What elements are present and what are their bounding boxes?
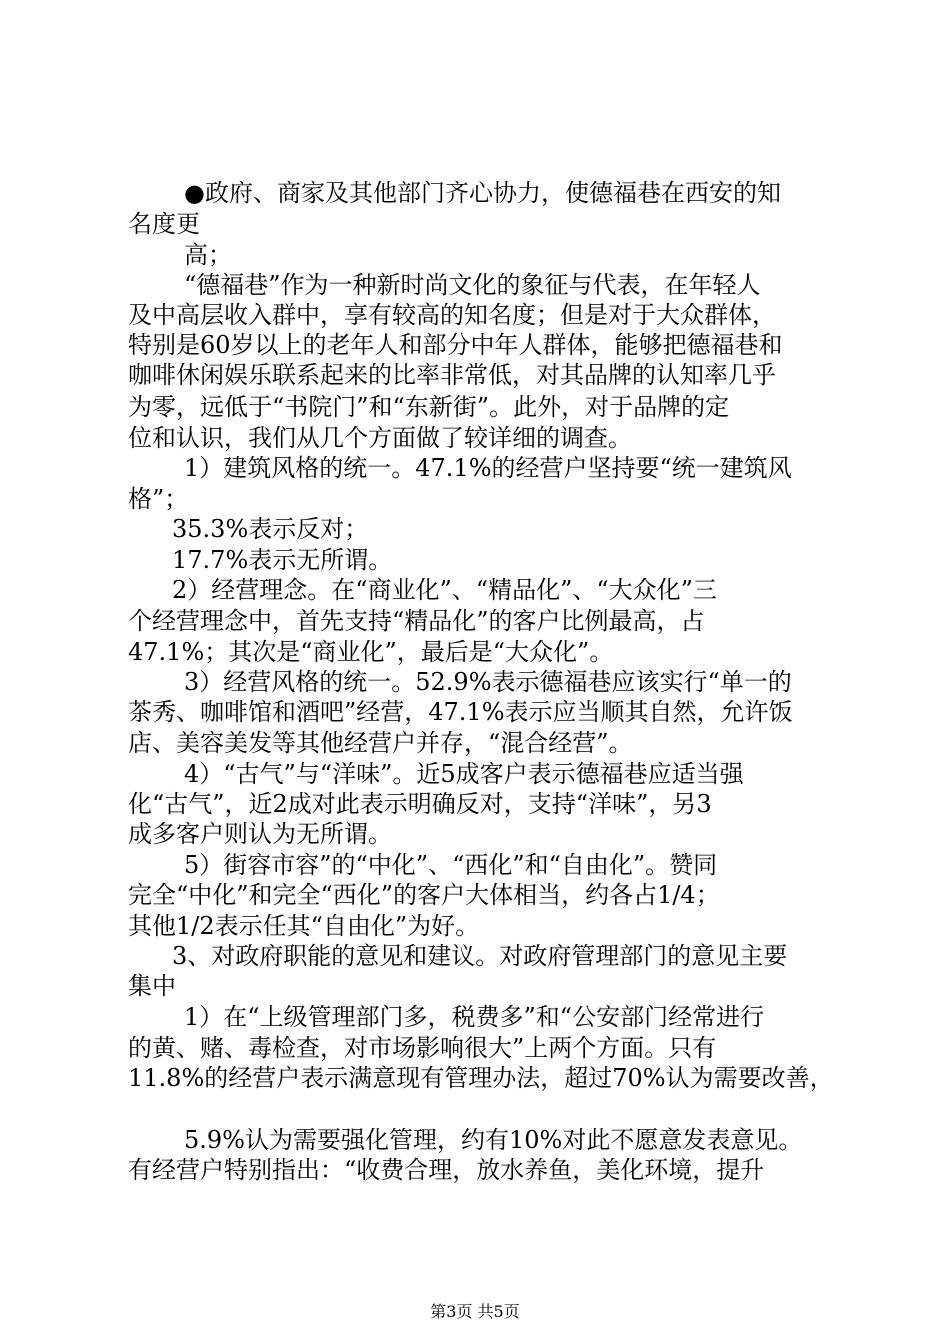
text-line: 35.3%表示反对；: [172, 515, 369, 543]
text-line: 的黄、赌、毒检查，对市场影响很大”上两个方面。只有: [128, 1034, 717, 1062]
text-line: 格”；: [128, 485, 189, 513]
text-line: 47.1%；其次是“商业化”，最后是“大众化”。: [128, 638, 614, 666]
text-line: 位和认识，我们从几个方面做了较详细的调查。: [128, 424, 632, 452]
text-line: 有经营户特别指出：“收费合理，放水养鱼，美化环境，提升: [128, 1156, 765, 1184]
text-line: 4）“古气”与“洋味”。近5成客户表示德福巷应适当强: [184, 760, 744, 788]
text-line: 特别是60岁以上的老年人和部分中年人群体，能够把德福巷和: [128, 331, 783, 359]
text-line: 3）经营风格的统一。52.9%表示德福巷应该实行“单一的: [184, 668, 792, 696]
text-line: 5）街容市容”的“中化”、“西化”和“自由化”。赞同: [184, 851, 718, 879]
text-line: 11.8%的经营户表示满意现有管理办法，超过70%认为需要改善，: [128, 1064, 834, 1092]
text-line: 17.7%表示无所谓。: [172, 546, 393, 574]
text-line: 茶秀、咖啡馆和酒吧”经营，47.1%表示应当顺其自然，允许饭: [128, 698, 793, 726]
text-line: 1）建筑风格的统一。47.1%的经营户坚持要“统一建筑风: [184, 454, 792, 482]
text-line: 化“古气”，近2成对此表示明确反对，支持“洋味”，另3: [128, 790, 712, 818]
text-line: 成多客户则认为无所谓。: [128, 820, 392, 848]
text-line: 咖啡休闲娱乐联系起来的比率非常低，对其品牌的认知率几乎: [128, 361, 776, 389]
text-line: 集中: [128, 972, 176, 1000]
page-number-footer: 第3页 共5页: [430, 1302, 520, 1321]
text-line: 3、对政府职能的意见和建议。对政府管理部门的意见主要: [172, 942, 788, 970]
text-line: “德福巷”作为一种新时尚文化的象征与代表，在年轻人: [184, 271, 761, 299]
text-line: 及中高层收入群中，享有较高的知名度；但是对于大众群体，: [128, 301, 776, 329]
text-line: 2）经营理念。在“商业化”、“精品化”、“大众化”三: [172, 576, 717, 604]
text-line: 为零，远低于“书院门”和“东新街”。此外，对于品牌的定: [128, 393, 730, 421]
text-line: 高；: [184, 241, 232, 269]
text-line: 个经营理念中，首先支持“精品化”的客户比例最高，占: [128, 607, 705, 635]
text-line: 其他1/2表示任其“自由化”为好。: [128, 912, 480, 940]
text-line: 完全“中化”和完全“西化”的客户大体相当，约各占1/4；: [128, 881, 720, 909]
text-line: ●政府、商家及其他部门齐心协力，使德福巷在西安的知: [184, 179, 781, 207]
text-line: 5.9%认为需要强化管理，约有10%对此不愿意发表意见。: [184, 1126, 803, 1154]
text-line: 1）在“上级管理部门多，税费多”和“公安部门经常进行: [184, 1003, 765, 1031]
text-line: 名度更: [128, 210, 200, 238]
text-line: 店、美容美发等其他经营户并存，“混合经营”。: [128, 729, 633, 757]
